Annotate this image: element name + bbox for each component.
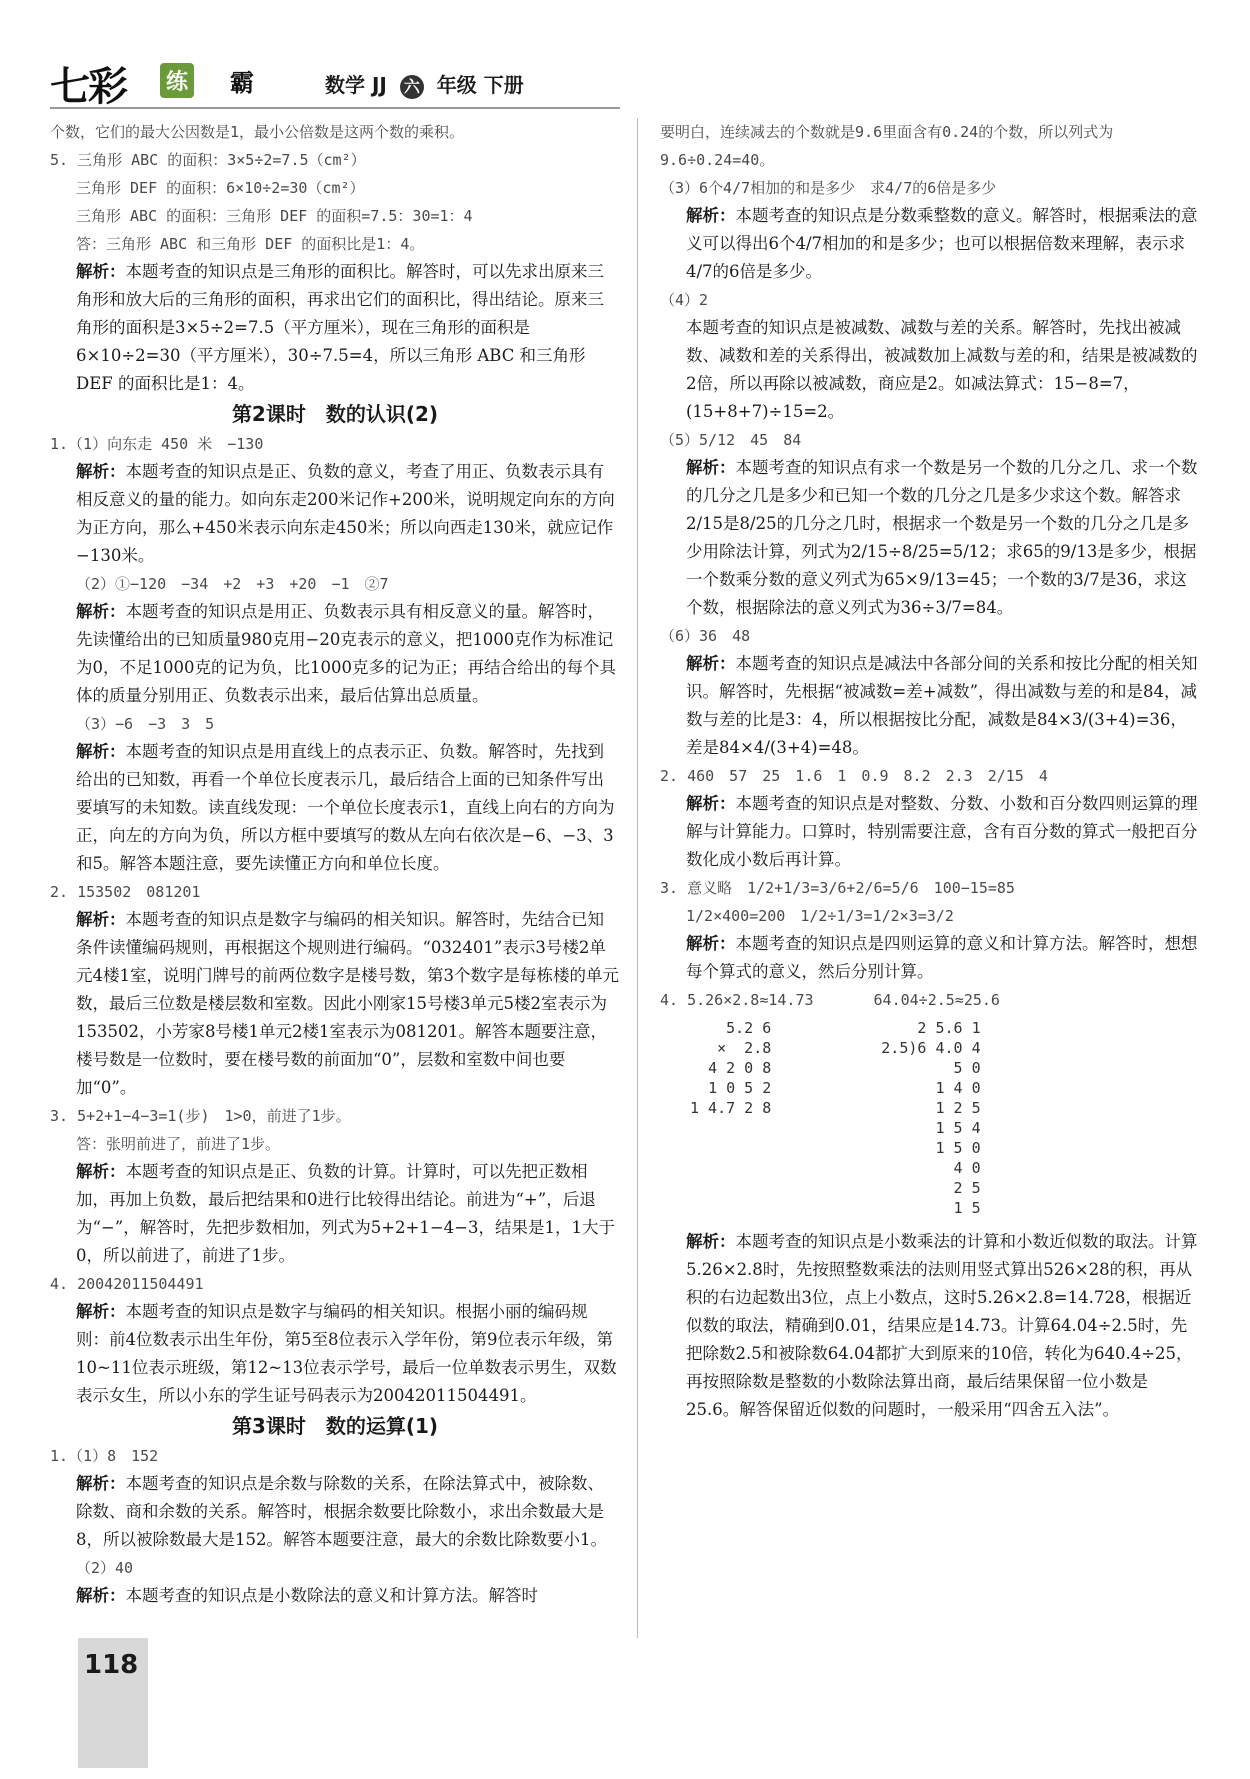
text-content: 2. 460 57 25 1.6 1 0.9 8.2 2.3 2/15 4 — [660, 767, 1048, 785]
text-content: （4）2 — [660, 291, 709, 309]
answer-text — [660, 426, 1200, 454]
book-logo: 七彩 — [50, 63, 126, 110]
answer-text — [50, 1270, 620, 1298]
text-content: 1.（1）8 152 — [50, 1447, 159, 1465]
multiplication-calc — [690, 1018, 771, 1218]
text-content: 个数，它们的最大公因数是1，最小公倍数是这两个数的乘积。 — [50, 123, 465, 141]
text-content: 本题考查的知识点有求一个数是另一个数的几分之几、求一个数的几分之几是多少和已知一个数的几分之几是多少求这个数。解答求2/15是8/25的几分之几时，根据求一个数是另一个数的几分之几是多少用除法计算，列式为2/15÷8/25=5/12；求65的9/13是多少，根据一个数乘分数的意义列式为65×9/13=45；一个数的3/7是36，求这个数，根据除法的意义列式为36÷3/7=84。 — [686, 458, 1198, 617]
answer-text — [50, 118, 620, 146]
explanation-label: 解析： — [686, 206, 736, 225]
text-content: （2）①−120 −34 +2 +3 +20 −1 ②7 — [76, 575, 389, 593]
text-content: 第3课时 数的运算(1) — [231, 1414, 439, 1438]
explanation-text — [660, 454, 1200, 622]
explanation-label: 解析： — [76, 462, 126, 481]
answer-text — [50, 174, 620, 202]
answer-text — [50, 146, 620, 174]
answer-text — [50, 570, 620, 598]
text-content: 第2课时 数的认识(2) — [231, 402, 439, 426]
explanation-label: 解析： — [76, 742, 126, 761]
explanation-text — [660, 314, 1200, 426]
text-content: 本题考查的知识点是用正、负数表示具有相反意义的量。解答时，先读懂给出的已知质量980克用−20克表示的意义，把1000克作为标准记为0，不足1000克的记为负，比1000克多的记为正；再结合给出的每个具体的质量分别用正、负数表示出来，最后估算出总质量。 — [76, 602, 616, 705]
answer-text — [50, 1130, 620, 1158]
explanation-label: 解析： — [76, 1474, 126, 1493]
logo-badge-2: 霸 — [230, 69, 254, 97]
calc-line: 5 0 — [953, 1059, 981, 1077]
text-content: 本题考查的知识点是余数与除数的关系，在除法算式中，被除数、除数、商和余数的关系。解答时，根据余数要比除数小，求出余数最大是8，所以被除数最大是152。解答本题要注意，最大的余数比除数要小1。 — [76, 1474, 607, 1549]
text-content: 5. 三角形 ABC 的面积：3×5÷2=7.5（cm²） — [50, 151, 366, 169]
answer-text — [660, 622, 1200, 650]
text-content: 本题考查的知识点是减法中各部分间的关系和按比分配的相关知识。解答时，先根据“被减数=差+减数”，得出减数与差的和是84，减数与差的比是3：4，所以根据按比分配，减数是84×3/(3+4)=36，差是84×4/(3+4)=48。 — [686, 654, 1198, 757]
page-header — [50, 55, 620, 109]
explanation-text — [50, 1582, 620, 1610]
subject-name: 数学 JJ — [325, 73, 387, 97]
explanation-label: 解析： — [686, 654, 736, 673]
answer-text — [50, 230, 620, 258]
text-content: 答：张明前进了，前进了1步。 — [76, 1135, 281, 1153]
explanation-text — [660, 650, 1200, 762]
page-number: 118 — [84, 1650, 139, 1680]
explanation-text — [50, 258, 620, 398]
grade-circle: 六 — [400, 75, 424, 99]
explanation-label: 解析： — [686, 1232, 736, 1251]
answer-text — [660, 762, 1200, 790]
text-content: 本题考查的知识点是四则运算的意义和计算方法。解答时，想想每个算式的意义，然后分别计算。 — [686, 934, 1198, 981]
text-content: 4. 5.26×2.8≈14.73 64.04÷2.5≈25.6 — [660, 991, 1000, 1009]
answer-text — [50, 430, 620, 458]
text-content: 本题考查的知识点是被减数、减数与差的关系。解答时，先找出被减数、减数和差的关系得出，被减数加上减数与差的和，结果是被减数的2倍，所以再除以被减数，商应是2。如减法算式：15−8=7，(15+8+7)÷15=2。 — [686, 318, 1198, 421]
answer-text — [50, 710, 620, 738]
answer-text — [50, 202, 620, 230]
calc-line: 1 2 5 — [935, 1099, 981, 1117]
text-content: 三角形 DEF 的面积：6×10÷2=30（cm²） — [76, 179, 365, 197]
text-content: （3）−6 −3 3 5 — [76, 715, 215, 733]
explanation-label: 解析： — [76, 602, 126, 621]
text-content: 3. 5+2+1−4−3=1(步) 1>0，前进了1步。 — [50, 1107, 351, 1125]
explanation-label: 解析： — [686, 934, 736, 953]
text-content: （5）5/12 45 84 — [660, 431, 802, 449]
calc-line: 2 5 — [953, 1179, 981, 1197]
text-content: （6）36 48 — [660, 627, 751, 645]
explanation-label: 解析： — [76, 1586, 126, 1605]
text-content: 本题考查的知识点是小数除法的意义和计算方法。解答时 — [125, 1586, 538, 1605]
text-content: （3）6个4/7相加的和是多少 求4/7的6倍是多少 — [660, 179, 997, 197]
text-content: 本题考查的知识点是小数乘法的计算和小数近似数的取法。计算5.26×2.8时，先按照整数乘法的法则用竖式算出526×28的积，再从积的右边起数出3位，点上小数点，这时5.26×2.8=14.728，根据近似数的取法，精确到0.01，结果应是14.73。计算64.04÷2.5时，先把除数2.5和被除数64.04都扩大到原来的10倍，转化为640.4÷25，再按照除数是整数的小数除法算出商，最后结果保留一位小数是25.6。解答保留近似数的问题时，一般采用“四舍五入法”。 — [686, 1232, 1198, 1419]
left-column — [50, 118, 620, 1610]
text-content: （2）40 — [76, 1559, 134, 1577]
calc-line: 1 5 0 — [935, 1139, 981, 1157]
right-column — [660, 118, 1200, 1424]
calc-line: 4 0 — [953, 1159, 981, 1177]
text-content: 本题考查的知识点是分数乘整数的意义。解答时，根据乘法的意义可以得出6个4/7相加的和是多少；也可以根据倍数来理解，表示求4/7的6倍是多少。 — [686, 206, 1198, 281]
text-content: 本题考查的知识点是正、负数的计算。计算时，可以先把正数相加，再加上负数，最后把结果和0进行比较得出结论。前进为“+”，后退为“−”，解答时，先把步数相加，列式为5+2+1−4−3，结果是1，1大于0，所以前进了，前进了1步。 — [76, 1162, 615, 1265]
explanation-label: 解析： — [76, 910, 126, 929]
text-content: 三角形 ABC 的面积：三角形 DEF 的面积=7.5：30=1：4 — [76, 207, 473, 225]
explanation-text — [50, 738, 620, 878]
answer-text — [50, 1442, 620, 1470]
text-content: 本题考查的知识点是对整数、分数、小数和百分数四则运算的理解与计算能力。口算时，特别需要注意，含有百分数的算式一般把百分数化成小数后再计算。 — [686, 794, 1198, 869]
explanation-text — [50, 1298, 620, 1410]
text-content: 答：三角形 ABC 和三角形 DEF 的面积比是1：4。 — [76, 235, 425, 253]
explanation-text — [50, 1158, 620, 1270]
explanation-label: 解析： — [76, 1162, 126, 1181]
explanation-text — [50, 1470, 620, 1554]
calc-line: 1 5 4 — [935, 1119, 981, 1137]
answer-text — [660, 174, 1200, 202]
calc-line: 4 2 0 8 — [708, 1059, 772, 1077]
text-content: 3. 意义略 1/2+1/3=3/6+2/6=5/6 100−15=85 — [660, 879, 1015, 897]
answer-text — [660, 286, 1200, 314]
explanation-label: 解析： — [76, 262, 126, 281]
explanation-text — [660, 202, 1200, 286]
explanation-label: 解析： — [686, 458, 736, 477]
division-calc — [881, 1018, 980, 1218]
subject-title — [325, 69, 524, 99]
answer-text — [660, 902, 1200, 930]
answer-text — [660, 874, 1200, 902]
logo-badge: 练 — [160, 63, 194, 98]
text-content: 本题考查的知识点是数字与编码的相关知识。根据小丽的编码规则：前4位数表示出生年份，第5至8位表示入学年份，第9位表示年级，第10~11位表示班级，第12~13位表示学号，最后一位单数表示男生，双数表示女生，所以小东的学生证号码表示为20042011504491。 — [76, 1302, 617, 1405]
calc-line: × 2.8 — [717, 1039, 772, 1057]
calc-line: 1 5 — [953, 1199, 981, 1217]
text-content: 1/2×400=200 1/2÷1/3=1/2×3=3/2 — [686, 907, 954, 925]
explanation-text — [660, 1228, 1200, 1424]
text-content: 1.（1）向东走 450 米 −130 — [50, 435, 264, 453]
vertical-calculations — [660, 1018, 1200, 1218]
answer-text — [660, 118, 1200, 174]
answer-text — [50, 878, 620, 906]
text-content: 本题考查的知识点是数字与编码的相关知识。解答时，先结合已知条件读懂编码规则，再根据这个规则进行编码。“032401”表示3号楼2单元4楼1室，说明门牌号的前两位数字是楼号数，第3个数字是每栋楼的单元数，最后三位数是楼层数和室数。因此小刚家15号楼3单元5楼2室表示为153502，小芳家8号楼1单元2楼1室表示为081201。解答本题要注意，楼号数是一位数时，要在楼号数的前面加“0”，层数和室数中间也要加“0”。 — [76, 910, 619, 1097]
section-heading — [50, 400, 620, 428]
text-content: 要明白，连续减去的个数就是9.6里面含有0.24的个数，所以列式为9.6÷0.24=40。 — [660, 123, 1114, 169]
explanation-text — [50, 458, 620, 570]
explanation-text — [50, 598, 620, 710]
calc-line: 5.2 6 — [726, 1019, 772, 1037]
text-content: 本题考查的知识点是正、负数的意义，考查了用正、负数表示具有相反意义的量的能力。如向东走200米记作+200米，说明规定向东的方向为正方向，那么+450米表示向东走450米；所以向西走130米，就应记作−130米。 — [76, 462, 615, 565]
text-content: 本题考查的知识点是用直线上的点表示正、负数。解答时，先找到给出的已知数，再看一个单位长度表示几，最后结合上面的已知条件写出要填写的未知数。读直线发现：一个单位长度表示1，直线上向右的方向为正，向左的方向为负，所以方框中要填写的数从左向右依次是−6、−3、3和5。解答本题注意，要先读懂正方向和单位长度。 — [76, 742, 615, 873]
calc-line: 2 5.6 1 — [917, 1019, 981, 1037]
calc-line: 1 4 0 — [935, 1079, 981, 1097]
explanation-text — [50, 906, 620, 1102]
text-content: 2. 153502 081201 — [50, 883, 201, 901]
calc-line: 1 4.7 2 8 — [690, 1099, 772, 1117]
text-content: 本题考查的知识点是三角形的面积比。解答时，可以先求出原来三角形和放大后的三角形的面积，再求出它们的面积比，得出结论。原来三角形的面积是3×5÷2=7.5（平方厘米），现在三角形的面积是6×10÷2=30（平方厘米），30÷7.5=4，所以三角形 ABC 和三角形 DEF 的面积比是1：4。 — [76, 262, 604, 393]
answer-text — [50, 1102, 620, 1130]
column-divider — [637, 118, 638, 1638]
explanation-label: 解析： — [686, 794, 736, 813]
explanation-label: 解析： — [76, 1302, 126, 1321]
answer-text — [660, 986, 1200, 1014]
answer-text — [50, 1554, 620, 1582]
text-content: 4. 20042011504491 — [50, 1275, 204, 1293]
section-heading — [50, 1412, 620, 1440]
calc-line: 1 0 5 2 — [708, 1079, 772, 1097]
explanation-text — [660, 930, 1200, 986]
calc-line: 2.5)6 4.0 4 — [881, 1039, 981, 1057]
grade-label: 年级 下册 — [436, 73, 524, 97]
explanation-text — [660, 790, 1200, 874]
